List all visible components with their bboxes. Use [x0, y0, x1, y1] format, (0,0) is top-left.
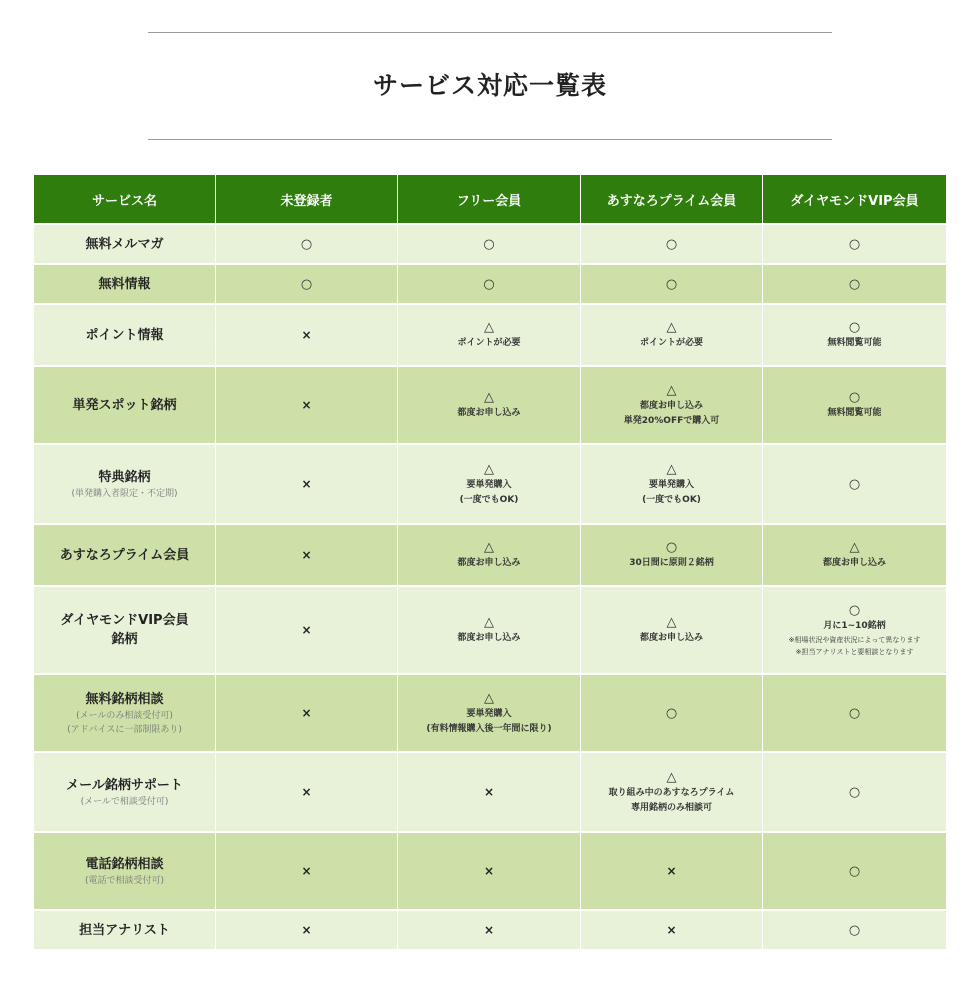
table-row	[34, 305, 946, 367]
row-label: ポイント情報	[85, 327, 164, 343]
row-label: 単発スポット銘柄	[72, 397, 177, 413]
table-cell	[763, 225, 946, 265]
header-prime-member: あすなろプライム会員	[581, 175, 763, 225]
triangle-mark: △	[666, 382, 677, 398]
cross-mark: ×	[483, 922, 495, 937]
row-sublabel: (メールで相談受付可)	[80, 796, 169, 807]
table-cell	[763, 911, 946, 951]
cell-footnote: ※相場状況や資産状況によって異なります	[788, 636, 921, 644]
table-cell	[581, 265, 763, 305]
cell-note: 都度お申し込み	[639, 633, 703, 643]
circle-mark: ○	[848, 705, 861, 721]
cell-note-line2: (有料情報購入後一年間に限り)	[426, 723, 552, 734]
circle-mark: ○	[483, 236, 495, 252]
cell-footnote-line2: ※担当アナリストと要相談となります	[795, 648, 914, 656]
cell-note: ポイントが必要	[457, 338, 521, 348]
table-cell	[216, 675, 398, 753]
table-cell	[581, 675, 763, 753]
circle-mark: ○	[665, 540, 678, 555]
triangle-mark: △	[666, 615, 677, 630]
cell-note: 月に1~10銘柄	[823, 621, 886, 631]
table-row	[34, 675, 946, 753]
cross-mark: ×	[301, 327, 312, 342]
triangle-mark: △	[484, 615, 494, 630]
cell-note: 要単発購入	[466, 708, 512, 719]
row-label: 特典銘柄	[98, 469, 151, 485]
row-sublabel: (電話で相談受付可)	[84, 875, 165, 886]
row-label-cell	[34, 305, 216, 367]
row-label-cell	[34, 367, 216, 445]
cell-note-line2: 専用銘柄のみ相談可	[630, 802, 712, 813]
row-label-cell	[34, 265, 216, 305]
table-row	[34, 587, 946, 675]
table-cell	[763, 445, 946, 525]
row-label: ダイヤモンドVIP会員	[60, 613, 189, 628]
row-sublabel: (単発購入者限定・不定期)	[71, 488, 178, 499]
triangle-mark: △	[666, 320, 677, 335]
table-cell	[581, 305, 763, 367]
cross-mark: ×	[301, 784, 312, 799]
cross-mark: ×	[483, 863, 495, 878]
cell-note-line2: (一度でもOK)	[642, 494, 701, 505]
circle-mark: ○	[483, 276, 495, 292]
table-cell	[398, 445, 581, 525]
cross-mark: ×	[301, 622, 312, 637]
triangle-mark: △	[484, 540, 494, 555]
table-cell	[398, 911, 581, 951]
circle-mark: ○	[848, 320, 861, 335]
cross-mark: ×	[301, 476, 312, 491]
cell-note-line2: 単発20%OFFで購入可	[623, 415, 720, 426]
cross-mark: ×	[301, 863, 312, 878]
cell-note: 要単発購入	[466, 479, 512, 490]
circle-mark: ○	[848, 603, 861, 618]
table-cell	[581, 367, 763, 445]
cell-note: 取り組み中のあすなろプライム	[608, 787, 735, 798]
row-sublabel: (メールのみ相談受付可)	[76, 710, 173, 721]
cell-note: 無料閲覧可能	[827, 408, 882, 418]
table-cell	[216, 265, 398, 305]
cell-note: 都度お申し込み	[639, 400, 703, 411]
title-top-rule	[148, 32, 832, 33]
circle-mark: ○	[300, 276, 313, 292]
table-row	[34, 225, 946, 265]
table-cell	[763, 587, 946, 675]
circle-mark: ○	[848, 784, 861, 800]
table-cell	[398, 753, 581, 833]
table-row	[34, 911, 946, 951]
circle-mark: ○	[665, 236, 678, 252]
table-cell	[216, 753, 398, 833]
table-cell	[216, 225, 398, 265]
table-cell	[581, 225, 763, 265]
row-label: 無料銘柄相談	[85, 691, 164, 707]
table-cell	[581, 587, 763, 675]
table-cell	[216, 525, 398, 587]
row-label-cell	[34, 525, 216, 587]
cross-mark: ×	[483, 784, 495, 799]
cross-mark: ×	[301, 397, 312, 412]
table-cell	[763, 753, 946, 833]
cell-note: 要単発購入	[648, 479, 694, 490]
circle-mark: ○	[300, 236, 313, 252]
header-diamond-vip-member: ダイヤモンドVIP会員	[763, 175, 946, 225]
cross-mark: ×	[301, 547, 312, 562]
triangle-mark: △	[484, 390, 494, 405]
cell-note-line2: (一度でもOK)	[459, 494, 519, 505]
triangle-mark: △	[666, 769, 677, 785]
table-cell	[763, 525, 946, 587]
cross-mark: ×	[301, 922, 312, 937]
row-label-cell	[34, 445, 216, 525]
service-comparison-table	[34, 175, 946, 951]
triangle-mark: △	[484, 690, 494, 706]
table-cell	[581, 833, 763, 911]
table-cell	[398, 525, 581, 587]
table-cell	[763, 833, 946, 911]
row-label: あすなろプライム会員	[59, 547, 190, 563]
row-label-cell	[34, 911, 216, 951]
table-cell	[763, 367, 946, 445]
circle-mark: ○	[848, 476, 861, 492]
cell-note: 30日間に原則２銘柄	[629, 558, 714, 568]
row-label: 無料情報	[98, 276, 151, 292]
table-cell	[398, 225, 581, 265]
triangle-mark: △	[666, 461, 677, 477]
table-cell	[216, 833, 398, 911]
cell-note: 都度お申し込み	[822, 558, 886, 568]
row-sublabel-line2: (アドバイスに一部制限あり)	[67, 724, 182, 735]
row-label: 無料メルマガ	[85, 236, 164, 252]
table-cell	[763, 305, 946, 367]
cell-note: 無料閲覧可能	[827, 338, 882, 348]
row-label-cell	[34, 833, 216, 911]
table-cell	[581, 525, 763, 587]
title-bottom-rule	[148, 139, 832, 140]
row-label-cell	[34, 675, 216, 753]
table-cell	[398, 305, 581, 367]
row-label: メール銘柄サポート	[66, 777, 183, 793]
table-row	[34, 367, 946, 445]
circle-mark: ○	[848, 236, 861, 252]
table-cell	[216, 367, 398, 445]
table-cell	[216, 305, 398, 367]
table-row	[34, 265, 946, 305]
triangle-mark: △	[849, 540, 860, 555]
table-header-row	[34, 175, 946, 225]
table-cell	[398, 675, 581, 753]
header-unregistered: 未登録者	[216, 175, 398, 225]
table-cell	[216, 445, 398, 525]
table-cell	[398, 587, 581, 675]
cell-note: 都度お申し込み	[457, 633, 521, 643]
table-row	[34, 445, 946, 525]
table-row	[34, 753, 946, 833]
circle-mark: ○	[665, 276, 678, 292]
row-label-cell	[34, 587, 216, 675]
table-cell	[398, 367, 581, 445]
table-row	[34, 525, 946, 587]
table-cell	[216, 587, 398, 675]
cross-mark: ×	[666, 863, 677, 878]
table-cell	[763, 265, 946, 305]
triangle-mark: △	[484, 320, 494, 335]
cell-note: ポイントが必要	[639, 338, 703, 348]
row-label-cell	[34, 753, 216, 833]
table-cell	[216, 911, 398, 951]
cell-note: 都度お申し込み	[457, 558, 521, 568]
table-cell	[581, 753, 763, 833]
header-free-member: フリー会員	[398, 175, 581, 225]
circle-mark: ○	[848, 863, 861, 879]
table-cell	[398, 833, 581, 911]
row-label: 担当アナリスト	[79, 922, 170, 938]
header-service-name: サービス名	[34, 175, 216, 225]
row-label-line2: 銘柄	[111, 632, 138, 647]
circle-mark: ○	[848, 276, 861, 292]
table-cell	[581, 911, 763, 951]
table-row	[34, 833, 946, 911]
circle-mark: ○	[665, 705, 678, 721]
cross-mark: ×	[301, 705, 312, 720]
cell-note: 都度お申し込み	[457, 408, 521, 418]
row-label-cell	[34, 225, 216, 265]
row-label: 電話銘柄相談	[85, 856, 164, 872]
page-title: サービス対応一覧表	[372, 71, 607, 100]
table-cell	[763, 675, 946, 753]
triangle-mark: △	[484, 461, 494, 477]
cross-mark: ×	[666, 922, 677, 937]
circle-mark: ○	[848, 390, 861, 405]
table-cell	[581, 445, 763, 525]
table-cell	[398, 265, 581, 305]
circle-mark: ○	[848, 922, 861, 938]
